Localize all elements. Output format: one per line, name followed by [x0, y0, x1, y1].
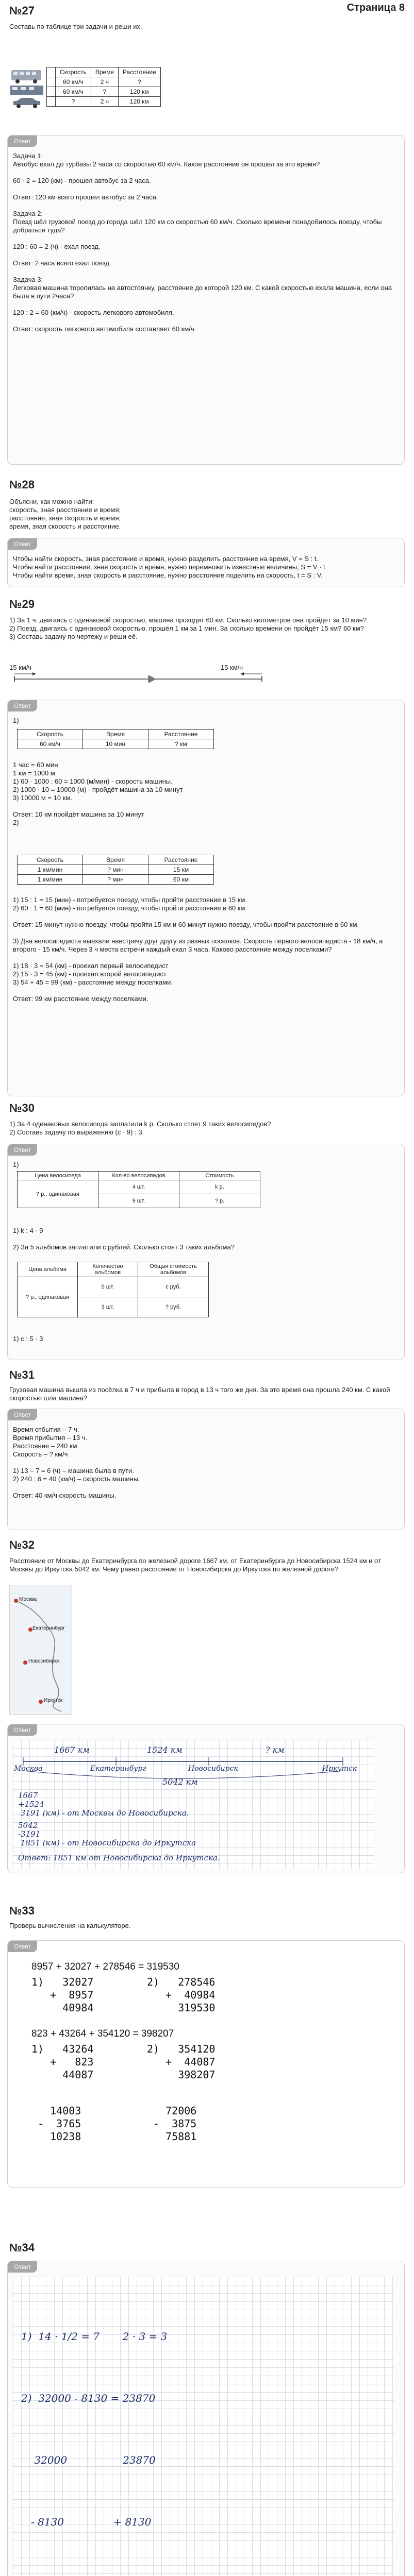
task-29-table-2 [17, 855, 214, 885]
table-row [47, 87, 161, 97]
table-cell: ? [56, 97, 91, 107]
task-27-number: №27 [9, 4, 35, 17]
hand-line: - 8130 + 8130 [21, 2516, 152, 2528]
table-cell: 9 шт. [98, 1194, 179, 1208]
task-29-answer-end: 1) 15 : 1 = 15 (мин) - потребуется поезду, чтобы пройти расстояние в 15 км. 2) 60 : 1 = 60 (мин) - потребуется поезду, чтобы пройти расстояние в 60 км. Ответ: 15 минут нужно поезду, чтобы пройти 15 км и 60 минут нужно поезду, чтобы пройти расстояние в 60 км. 3) Два велосипедиста выехали навстречу друг другу из разных поселков. Скорость первого велосипедиста - 18 км/ч, а второго - 15 км/ч. Через 3 ч места встречи каждый ехал 3 часа. Каково расстояние между поселками? 1) 18 · 3 = 54 (км) - проехал первый велосипедист 2) 15 · 3 = 45 (км) - проехал второй велосипедист 3) 54 + 45 = 99 (км) - расстояние между поселками. Ответ: 99 км расстояние между поселками. [13, 896, 383, 1003]
task-31-answer-box [7, 1409, 405, 1530]
hand-city-2: Екатеринбург [90, 1765, 146, 1773]
task-33-calc-2a: 1) 43264 + 823 44087 [31, 2043, 94, 2081]
task-30-answer-mid: 1) k : 4 · 9 2) За 5 альбомов заплатили с рублей. Сколько стоят 3 таких альбома? [13, 1227, 235, 1251]
task-29-scheme [9, 664, 267, 689]
hand-line [21, 2573, 167, 2576]
task-27-th-distance: Расстояние [118, 67, 160, 77]
task-32-answer-box [7, 1724, 405, 1873]
task-34-handwritten [13, 2277, 394, 2576]
task-29-number: №29 [9, 598, 35, 611]
task-31-answer: Время отбытия – 7 ч. Время прибытия – 13 ч. Расстояние – 240 км Скорость – ? км/ч 1) 13 – 7 = 6 (ч) – машина была в пути. 2) 240 : 6 = 40 (км/ч) – скорость машины. Ответ: 40 км/ч скорость машины. [13, 1426, 140, 1499]
hand-line: 1) 14 · 1/2 = 7 2 · 3 = 3 [21, 2330, 168, 2343]
task-33-calc-3b: 72006 - 3875 75881 [153, 2105, 197, 2143]
page-label: Страница 8 [346, 2, 405, 13]
table-cell: 60 км/ч [56, 87, 91, 97]
hand-city-4: Иркутск [322, 1765, 357, 1773]
table-header: Стоимость [179, 1172, 260, 1180]
table-cell: 1 км/мин [18, 865, 83, 875]
task-27-prompt: Составь по таблице три задачи и реши их. [9, 23, 142, 30]
table-cell: ? км [148, 739, 214, 749]
task-34-number: №34 [9, 2241, 35, 2254]
task-30-table-1 [17, 1171, 260, 1208]
table-cell: 2 ч [91, 97, 118, 107]
table-cell: 60 км [148, 875, 214, 885]
hand-dist-unknown: ? км [266, 1745, 285, 1755]
table-cell: 120 км [118, 87, 160, 97]
hand-line: 2) 32000 - 8130 = 23870 [21, 2392, 156, 2404]
task-33-prompt: Проверь вычисления на калькуляторе. [9, 1922, 131, 1929]
task-33-calc-2b: 2) 354120 + 44087 398207 [147, 2043, 216, 2081]
answer-tag: Ответ [8, 1409, 37, 1420]
task-32-handwritten [13, 1740, 374, 1869]
table-cell: 15 км [148, 865, 214, 875]
hand-city-1: Москва [14, 1765, 43, 1773]
task-34-answer-box [7, 2261, 405, 2576]
map-label-ekaterinburg: Екатеринбург [32, 1625, 65, 1631]
task-30-answer-intro: 1) [13, 1161, 19, 1168]
table-header: Скорость [18, 730, 83, 739]
hand-calc-b: 5042 -3191 1851 (км) - от Новосибирска до Иркутска [18, 1821, 196, 1848]
task-33-calc-1b: 2) 278546 + 40984 319530 [147, 1976, 216, 2014]
task-27-th-blank [47, 67, 56, 77]
table-cell: 5 шт. [78, 1277, 138, 1297]
table-header: Цена альбома [18, 1262, 78, 1277]
task-31-prompt: Грузовая машина вышла из посёлка в 7 ч и прибыла в город в 13 ч того же дня. За это время она прошла 240 км. С какой скоростью шла машина? [9, 1386, 390, 1402]
task-33-answer-box [7, 1940, 405, 2188]
table-row [18, 875, 214, 885]
task-31-number: №31 [9, 1368, 35, 1381]
task-29-answer-part1: 1) [13, 717, 19, 724]
task-33-calc-3a: 14003 - 3765 10238 [38, 2105, 81, 2143]
task-27-th-speed: Скорость [56, 67, 91, 77]
task-30-number: №30 [9, 1101, 35, 1114]
answer-tag: Ответ [8, 538, 37, 550]
task-33-calc-1a: 1) 32027 + 8957 40984 [31, 1976, 94, 2014]
table-cell: ? р. [179, 1194, 260, 1208]
task-33-number: №33 [9, 1904, 35, 1917]
table-header: Общая стоимость альбомов [138, 1262, 209, 1277]
table-cell: 120 км [118, 97, 160, 107]
task-29-answer-box [7, 700, 405, 1096]
answer-tag: Ответ [8, 1941, 37, 1952]
table-cell: ? мин [83, 875, 148, 885]
hand-city-3: Новосибирск [188, 1765, 238, 1773]
hand-answer: Ответ: 1851 км от Новосибирска до Иркутска. [18, 1853, 220, 1862]
table-cell: ? руб. [138, 1297, 209, 1317]
table-cell: 60 км/ч [18, 739, 83, 749]
table-row [18, 1277, 209, 1297]
table-cell: ? р., одинаковая [18, 1180, 98, 1208]
table-cell: 2 ч [91, 77, 118, 87]
task-30-table-2 [17, 1262, 209, 1317]
table-header: Расстояние [148, 855, 214, 865]
table-row [18, 739, 214, 749]
table-row [18, 1180, 260, 1194]
task-29-prompt: 1) За 1 ч. двигаясь с одинаковой скоростью, машина проходит 60 км. Сколько километров она пройдёт за 10 мин? 2) Поезд, двигаясь с одинаковой скоростью, прошёл 1 км за 1 мин. За сколько времени он пройдёт 15 км? 60 км? 3) Составь задачу по чертежу и реши её. [9, 616, 367, 640]
map-label-novosibirsk: Новосибирск [28, 1658, 60, 1664]
task-32-prompt: Расстояние от Москвы до Екатеринбурга по железной дороге 1667 км, от Екатеринбурга до Новосибирска 1524 км и от Москвы до Иркутска 5042 км. Чему равно расстояние от Новосибирска до Иркутска по железной дороге? [9, 1557, 381, 1573]
table-cell: 60 км/ч [56, 77, 91, 87]
task-27-th-time: Время [91, 67, 118, 77]
table-cell: 1 км/мин [18, 875, 83, 885]
task-30-answer-box [7, 1144, 405, 1360]
hand-calc-a: 1667 +1524 3191 (км) - от Москвы до Новосибирска. [18, 1791, 189, 1818]
task-27-answer: Задача 1: Автобус ехал до турбазы 2 часа со скоростью 60 км/ч. Какое расстояние он прошел за это время? 60 · 2 = 120 (км) - прошел автобус за 2 часа. Ответ: 120 км всего прошел автобус за 2 часа. Задача 2: Поезд шёл грузовой поезд до города шёл 120 км со скоростью 60 км/ч. Сколько времени понадобилось поезду, чтобы добраться туда? 120 : 60 = 2 (ч) - ехал поезд. Ответ: 2 часа всего ехал поезд. Задача 3: Легковая машина торопилась на автостоянку, расстояние до которой 120 км. С какой скоростью ехала машина, если она была в пути 2часа? 120 : 2 = 60 (км/ч) - скорость легкового автомобиля. Ответ: скорость легкового автомобиля составляет 60 км/ч. [13, 152, 392, 333]
table-header: Цена велосипеда [18, 1172, 98, 1180]
table-cell: ? мин [83, 865, 148, 875]
map-label-irkutsk: Иркутск [44, 1698, 63, 1703]
task-30-prompt: 1) За 4 одинаковых велосипеда заплатили k р. Сколько стоят 9 таких велосипедов? 2) Составь задачу по выражению (с · 9) : 3. [9, 1120, 271, 1136]
task-34-lines [21, 2285, 167, 2576]
task-29-answer-mid: 1 час = 60 мин 1 км = 1000 м 1) 60 · 1000 : 60 = 1000 (м/мин) - скорость машины. 2) 1000 · 10 = 10000 (м) - пройдёт машина за 10 минут 3) 10000 м = 10 км. Ответ: 10 км пройдёт машина за 10 минут 2) [13, 761, 183, 826]
task-32-map [9, 1585, 72, 1715]
table-cell: 4 шт. [98, 1180, 179, 1194]
table-row [47, 97, 161, 107]
task-28-answer-box [7, 538, 405, 587]
table-cell: ? р., одинаковая [18, 1277, 78, 1317]
table-row [47, 77, 161, 87]
table-cell: ? [91, 87, 118, 97]
table-header: Количество альбомов [78, 1262, 138, 1277]
table-cell: 3 шт. [78, 1297, 138, 1317]
table-header: Скорость [18, 855, 83, 865]
scheme-left-speed: 15 км/ч [9, 664, 32, 671]
hand-dist-2: 1524 км [147, 1745, 183, 1755]
table-header: Кол-во велосипедов [98, 1172, 179, 1180]
task-27-table [46, 67, 161, 107]
task-28-number: №28 [9, 478, 35, 491]
task-28-prompt: Объясни, как можно найти: скорость, зная расстояние и время; расстояние, зная скорость и время; время, зная скорость и расстояние. [9, 498, 121, 530]
scheme-right-speed: 15 км/ч [221, 664, 243, 671]
task-33-eq1: 8957 + 32027 + 278546 = 319530 [31, 1961, 179, 1972]
table-header: Время [83, 730, 148, 739]
task-33-eq2: 823 + 43264 + 354120 = 398207 [31, 2028, 174, 2039]
task-27-illustration [9, 66, 45, 112]
table-header: Время [83, 855, 148, 865]
task-30-answer-end: 1) с : 5 · 3 [13, 1335, 43, 1343]
task-28-answer: Чтобы найти скорость, зная расстояние и время, нужно разделить расстояние на время, V = S : t. Чтобы найти расстояние, зная скорость и время, нужно перемножить известные величины, S = V · t. Чтобы найти время, зная скорость и расстояние, нужно расстояние поделить на скорость, t = S : V. [13, 555, 327, 579]
task-27-answer-box [7, 135, 405, 465]
table-cell: с руб. [138, 1277, 209, 1297]
hand-dist-1: 1667 км [54, 1745, 90, 1755]
table-cell: 10 мин [83, 739, 148, 749]
task-29-table-1 [17, 729, 214, 749]
task-32-number: №32 [9, 1538, 35, 1551]
answer-tag: Ответ [8, 700, 37, 711]
answer-tag: Ответ [8, 135, 37, 147]
table-header: Расстояние [148, 730, 214, 739]
table-cell: k р. [179, 1180, 260, 1194]
map-label-moscow: Москва [19, 1597, 37, 1602]
hand-line: 32000 23870 [21, 2454, 156, 2466]
hand-total: 5042 км [162, 1777, 198, 1787]
answer-tag: Ответ [8, 1724, 37, 1736]
table-cell: ? [118, 77, 160, 87]
answer-tag: Ответ [8, 1144, 37, 1156]
answer-tag: Ответ [8, 2261, 37, 2273]
table-row [18, 865, 214, 875]
